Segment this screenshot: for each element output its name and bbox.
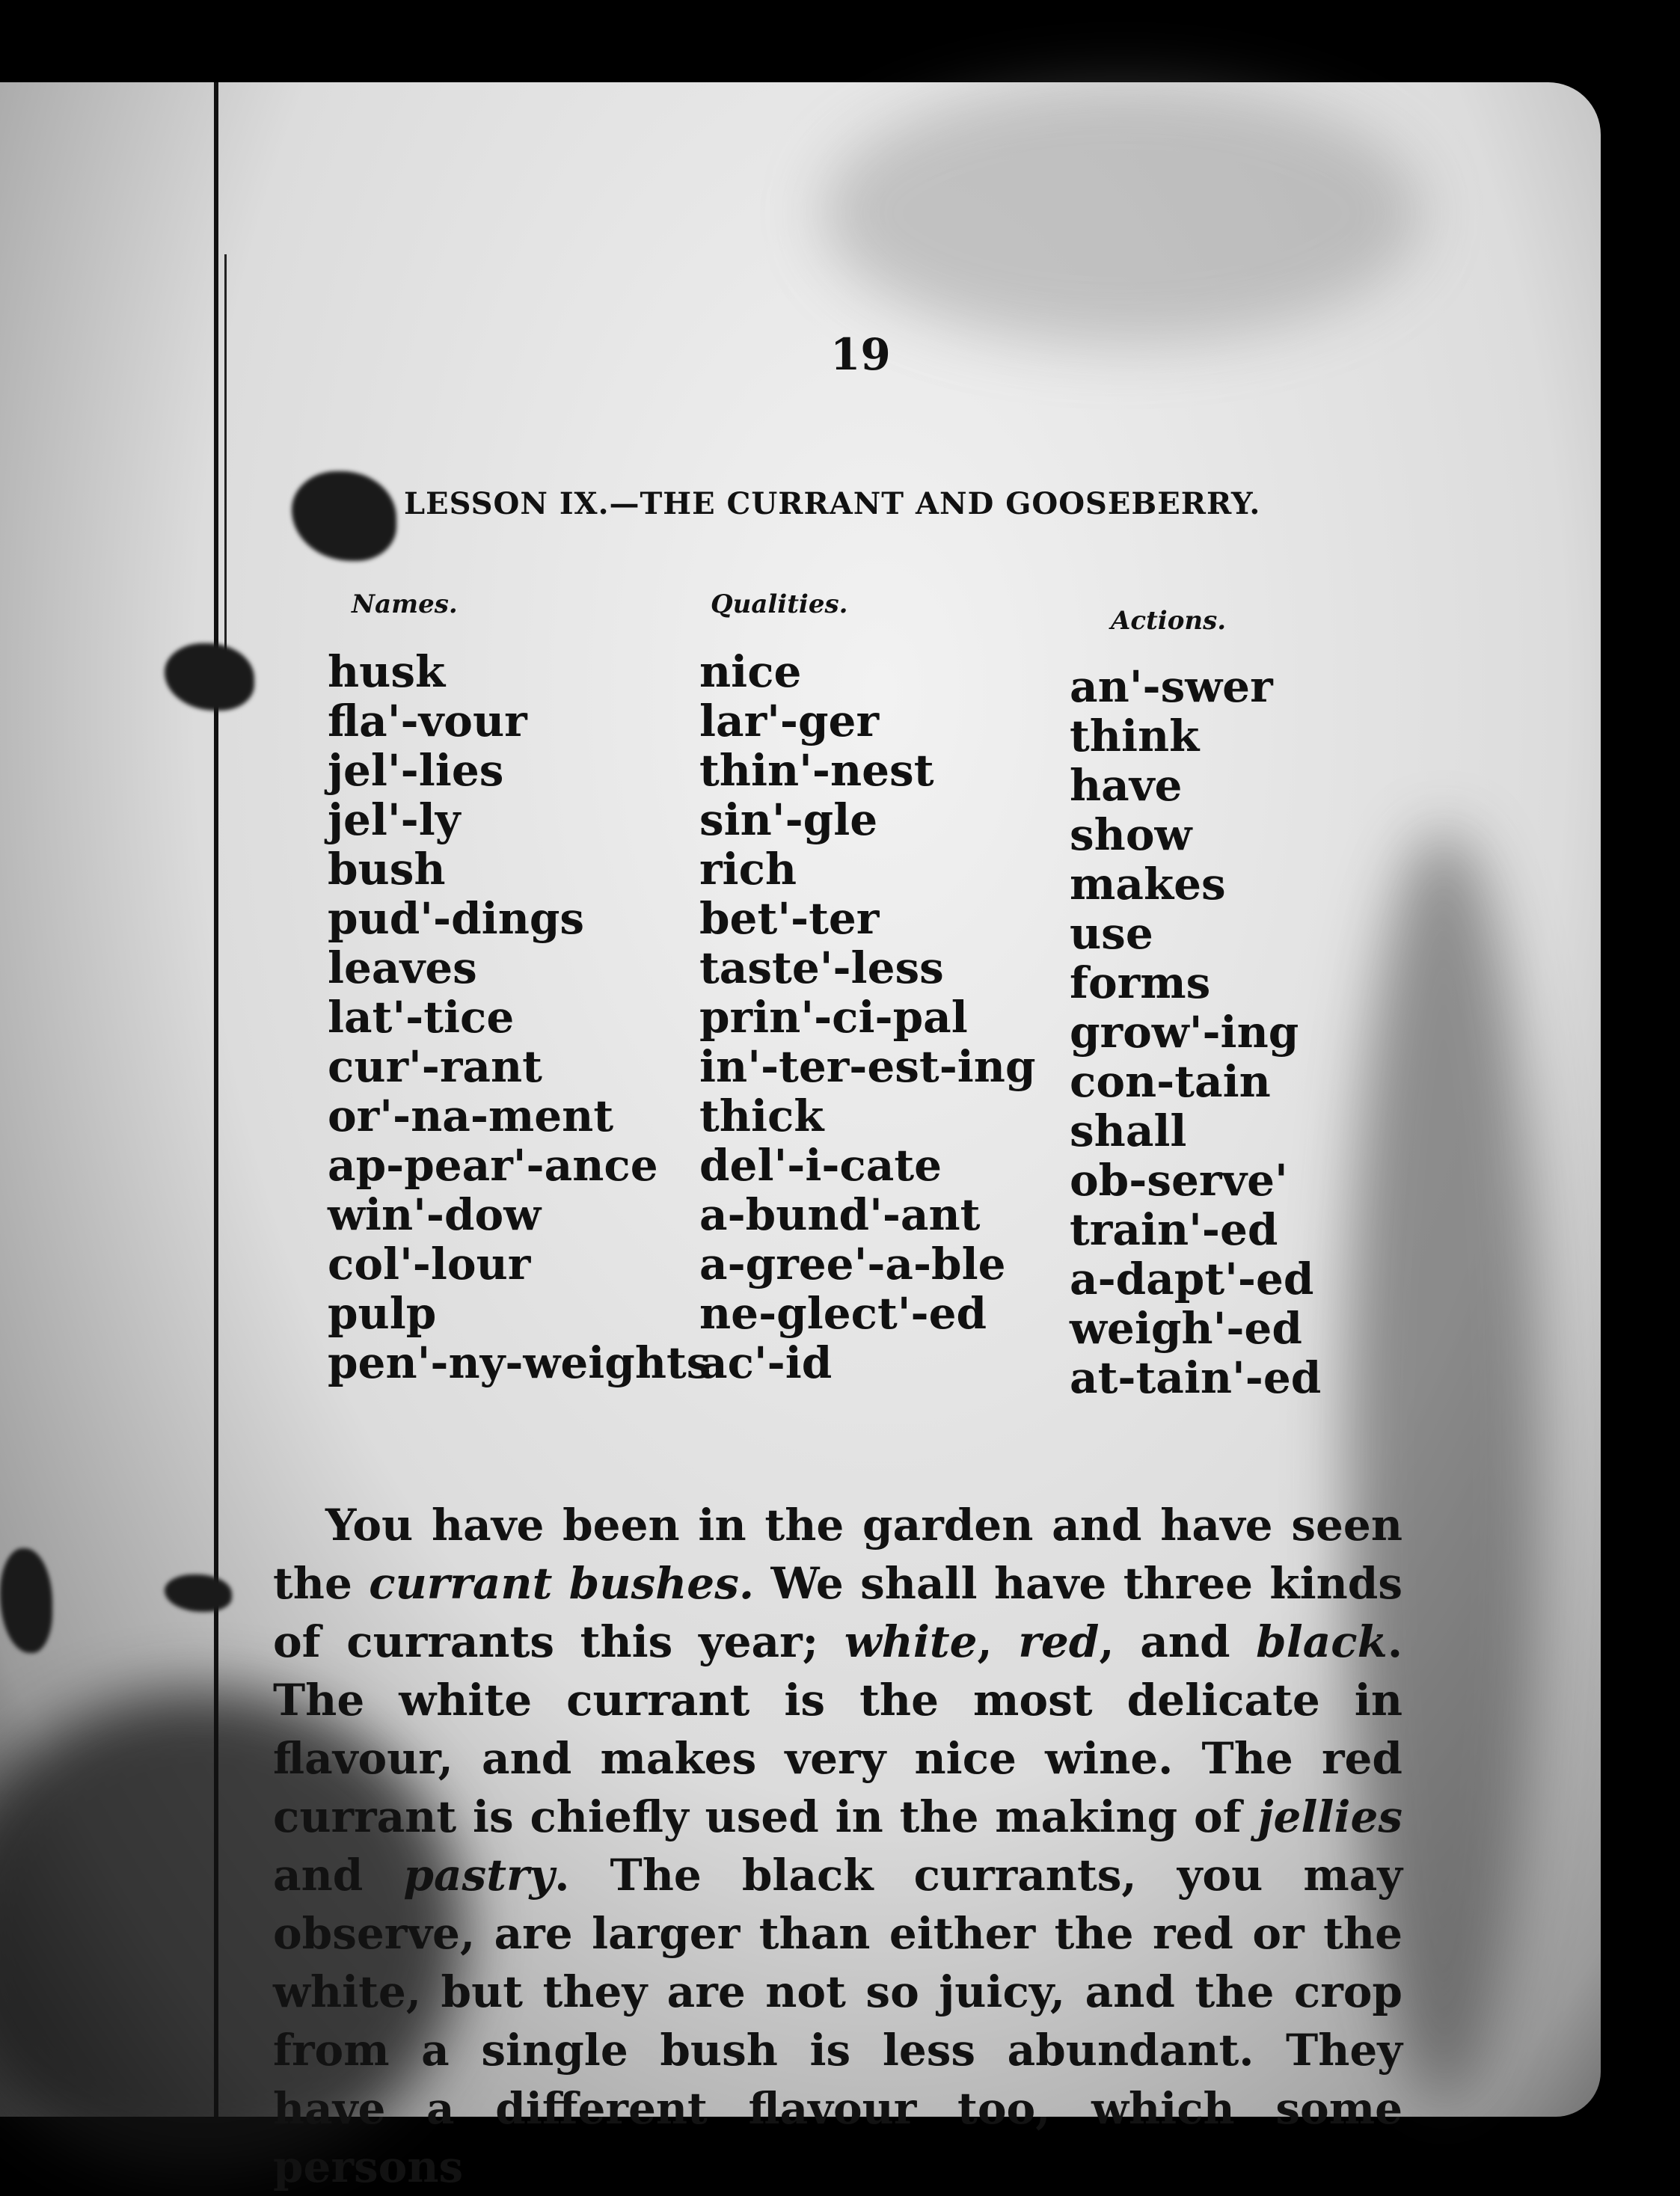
word-item: a-dapt'-ed [1070,1254,1314,1304]
word-item: thick [699,1091,824,1141]
word-item: lar'-ger [699,696,880,746]
text-run-italic: pastry [403,1850,555,1901]
book-page [0,82,1601,2192]
gutter-line [224,254,227,673]
text-run-italic: white [844,1616,978,1667]
word-item: lat'-tice [328,992,515,1043]
word-item: in'-ter-est-ing [699,1041,1036,1092]
word-item: col'-lour [328,1239,531,1289]
ink-blot [165,1574,232,1612]
word-item: win'-dow [328,1189,542,1240]
word-item: grow'-ing [1070,1007,1299,1058]
ink-blot [0,1548,52,1653]
lesson-title: LESSON IX.—THE CURRANT AND GOOSEBERRY. [404,486,1261,521]
word-item: thin'-nest [699,745,934,796]
word-item: del'-i-cate [699,1140,942,1191]
column-heading-qualities: Qualities. [711,589,848,619]
text-run: and [273,1850,404,1901]
text-run: . The black currants, you may observe, are larger than either the red or the white, but they are not so juicy, and the crop from a single bush is less abundant. They have a different flavour too, which some persons [273,1850,1403,2192]
word-item: ap-pear'-ance [328,1140,658,1191]
word-item: pulp [328,1288,437,1339]
word-item: train'-ed [1070,1204,1278,1255]
text-run: We shall have three kinds of currants this year; [273,1558,1402,1667]
word-item: jel'-ly [328,794,461,845]
word-item: con-tain [1070,1056,1271,1107]
word-item: ne-glect'-ed [699,1288,987,1339]
word-item: husk [328,646,446,697]
word-item: leaves [328,942,477,993]
word-item: forms [1070,957,1211,1008]
page-stain [823,82,1421,344]
word-item: weigh'-ed [1070,1303,1302,1354]
page-number: 19 [830,329,891,380]
word-item: show [1070,809,1192,860]
word-item: use [1070,908,1153,959]
word-item: jel'-lies [328,745,504,796]
word-item: think [1070,711,1200,761]
qualities-word-list [699,647,1036,1387]
word-item: sin'-gle [699,794,878,845]
word-item: nice [699,646,802,697]
actions-word-list [1070,662,1321,1402]
word-item: rich [699,844,797,895]
word-item: pen'-ny-weights [328,1337,711,1388]
word-item: makes [1070,859,1226,910]
text-run: You have been in the garden and have seen the [273,1500,1402,1609]
word-item: taste'-less [699,942,944,993]
word-item: shall [1070,1105,1187,1156]
text-run-italic: currant bushes. [369,1558,755,1609]
word-item: fla'-vour [328,696,527,746]
word-item: bush [328,844,446,895]
column-heading-actions: Actions. [1111,606,1227,636]
ink-blot [292,471,396,561]
column-heading-names: Names. [352,589,458,619]
word-item: bet'-ter [699,893,880,944]
word-item: a-gree'-a-ble [699,1239,1006,1289]
names-word-list [328,647,711,1387]
word-item: or'-na-ment [328,1091,614,1141]
word-item: pud'-dings [328,893,585,944]
gutter-line [214,82,218,2117]
text-run-italic: red [1018,1616,1100,1667]
text-run: . The white currant is the most delicate in flavour, and makes very nice wine. The red currant is chiefly used in the making of [273,1616,1403,1842]
word-item: ac'-id [699,1337,833,1388]
text-run: , and [1099,1616,1257,1667]
word-item: a-bund'-ant [699,1189,981,1240]
word-item: at-tain'-ed [1070,1352,1322,1403]
text-run: , [977,1616,1019,1667]
ink-blot [165,643,254,711]
word-item: cur'-rant [328,1041,542,1092]
word-item: have [1070,760,1183,811]
text-run-italic: jellies [1257,1791,1402,1842]
text-run-italic: black [1256,1616,1388,1667]
word-item: ob-serve' [1070,1155,1288,1206]
lesson-paragraph [273,1496,1402,2196]
word-item: an'-swer [1070,661,1273,712]
word-item: prin'-ci-pal [699,992,968,1043]
